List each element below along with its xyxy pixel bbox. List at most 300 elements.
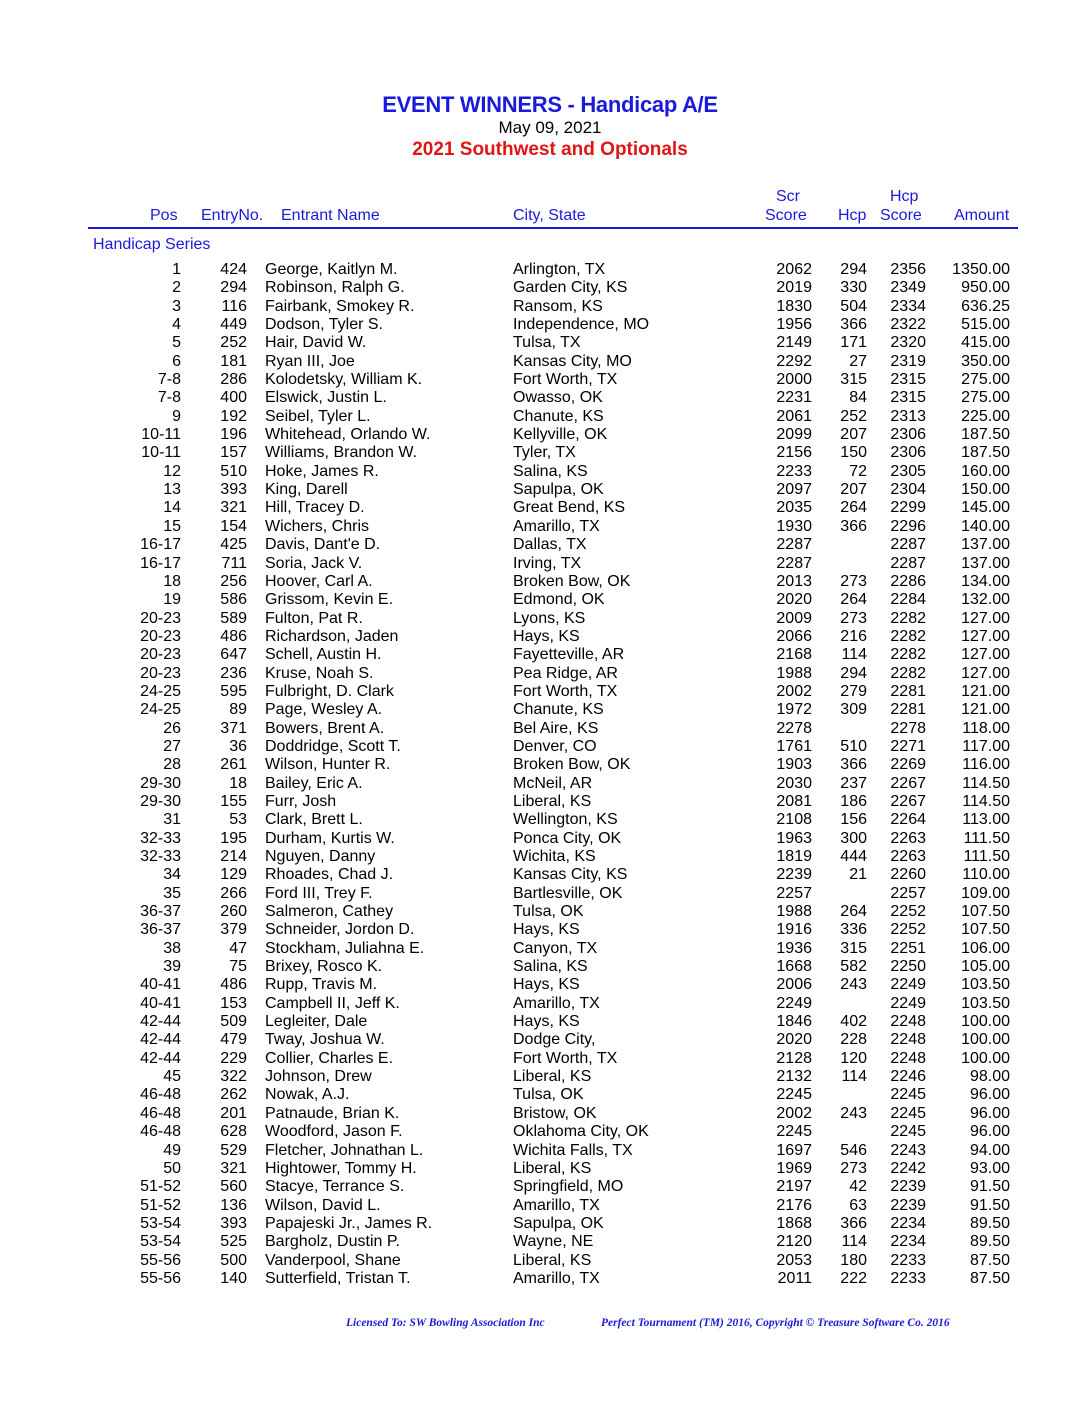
table-row bbox=[0, 1142, 1088, 1160]
entrant-name: Collier, Charles E. bbox=[265, 1049, 394, 1067]
entrant-name: Hill, Tracey D. bbox=[265, 499, 365, 517]
handicap: 366 bbox=[840, 316, 867, 334]
scratch-score: 2156 bbox=[776, 444, 812, 462]
entry-number: 18 bbox=[229, 774, 247, 792]
amount: 225.00 bbox=[961, 407, 1010, 425]
handicap: 27 bbox=[849, 352, 867, 370]
position: 18 bbox=[163, 572, 181, 590]
handicap: 114 bbox=[841, 1233, 867, 1251]
entry-number: 116 bbox=[221, 297, 247, 315]
table-row bbox=[0, 1252, 1088, 1270]
city-state: Liberal, KS bbox=[513, 1251, 592, 1269]
position: 36-37 bbox=[140, 921, 181, 939]
position: 40-41 bbox=[140, 994, 181, 1012]
position: 36-37 bbox=[140, 903, 181, 921]
city-state: Tulsa, OK bbox=[513, 903, 584, 921]
position: 27 bbox=[163, 737, 181, 755]
entry-number: 294 bbox=[220, 279, 247, 297]
handicap-score: 2248 bbox=[890, 1049, 926, 1067]
amount: 137.00 bbox=[961, 554, 1010, 572]
scratch-score: 1697 bbox=[776, 1141, 812, 1159]
col-scr-bottom: Score bbox=[765, 207, 807, 224]
table-row bbox=[0, 610, 1088, 628]
amount: 91.50 bbox=[969, 1196, 1010, 1214]
scratch-score: 2020 bbox=[776, 1031, 812, 1049]
amount: 127.00 bbox=[961, 664, 1010, 682]
scratch-score: 2176 bbox=[776, 1196, 812, 1214]
entrant-name: Soria, Jack V. bbox=[265, 554, 363, 572]
city-state: McNeil, AR bbox=[513, 774, 593, 792]
table-row bbox=[0, 1233, 1088, 1251]
table-row bbox=[0, 279, 1088, 297]
entrant-name: Wilson, Hunter R. bbox=[265, 756, 391, 774]
handicap-score: 2245 bbox=[890, 1086, 926, 1104]
handicap-score: 2286 bbox=[890, 572, 926, 590]
position: 46-48 bbox=[140, 1086, 181, 1104]
scratch-score: 2013 bbox=[776, 572, 812, 590]
entrant-name: Woodford, Jason F. bbox=[265, 1123, 403, 1141]
scratch-score: 2002 bbox=[776, 1104, 812, 1122]
entry-number: 589 bbox=[220, 609, 247, 627]
entry-number: 260 bbox=[220, 903, 247, 921]
amount: 110.00 bbox=[962, 866, 1010, 884]
table-row bbox=[0, 463, 1088, 481]
position: 15 bbox=[163, 517, 181, 535]
amount: 103.50 bbox=[961, 976, 1010, 994]
amount: 96.00 bbox=[969, 1123, 1010, 1141]
position: 20-23 bbox=[140, 646, 181, 664]
entrant-name: Schell, Austin H. bbox=[265, 646, 382, 664]
handicap: 243 bbox=[840, 976, 867, 994]
table-row bbox=[0, 958, 1088, 976]
handicap-score: 2319 bbox=[890, 352, 926, 370]
handicap: 273 bbox=[840, 1159, 867, 1177]
city-state: Chanute, KS bbox=[513, 407, 604, 425]
table-row bbox=[0, 793, 1088, 811]
license-text: Licensed To: SW Bowling Association Inc bbox=[346, 1317, 545, 1329]
city-state: Edmond, OK bbox=[513, 591, 605, 609]
amount: 140.00 bbox=[961, 517, 1010, 535]
city-state: Sapulpa, OK bbox=[513, 1214, 604, 1232]
table-row bbox=[0, 976, 1088, 994]
city-state: Salina, KS bbox=[513, 958, 588, 976]
copyright-text: Perfect Tournament (TM) 2016, Copyright © Treasure Software Co. 2016 bbox=[601, 1317, 950, 1329]
entrant-name: Ryan III, Joe bbox=[265, 352, 355, 370]
table-row bbox=[0, 1086, 1088, 1104]
entry-number: 525 bbox=[220, 1233, 247, 1251]
entry-number: 486 bbox=[220, 976, 247, 994]
handicap-score: 2260 bbox=[890, 866, 926, 884]
position: 55-56 bbox=[140, 1269, 181, 1287]
table-row bbox=[0, 316, 1088, 334]
table-row bbox=[0, 1270, 1088, 1288]
amount: 132.00 bbox=[961, 591, 1010, 609]
position: 20-23 bbox=[140, 664, 181, 682]
handicap-score: 2281 bbox=[890, 682, 926, 700]
amount: 113.00 bbox=[962, 811, 1010, 829]
handicap: 222 bbox=[840, 1269, 867, 1287]
amount: 100.00 bbox=[961, 1049, 1010, 1067]
entry-number: 479 bbox=[220, 1031, 247, 1049]
entrant-name: Fairbank, Smokey R. bbox=[265, 297, 415, 315]
position: 53-54 bbox=[140, 1214, 181, 1232]
position: 38 bbox=[163, 939, 181, 957]
handicap: 273 bbox=[840, 572, 867, 590]
handicap-score: 2248 bbox=[890, 1013, 926, 1031]
position: 34 bbox=[163, 866, 181, 884]
entrant-name: Kolodetsky, William K. bbox=[265, 371, 423, 389]
city-state: Canyon, TX bbox=[513, 939, 598, 957]
handicap: 582 bbox=[840, 958, 867, 976]
position: 16-17 bbox=[140, 536, 181, 554]
city-state: Hays, KS bbox=[513, 921, 580, 939]
handicap-score: 2239 bbox=[890, 1196, 926, 1214]
entry-number: 201 bbox=[220, 1104, 247, 1122]
city-state: Independence, MO bbox=[513, 316, 650, 334]
city-state: Wichita Falls, TX bbox=[513, 1141, 633, 1159]
position: 51-52 bbox=[140, 1196, 181, 1214]
table-row bbox=[0, 426, 1088, 444]
scratch-score: 2002 bbox=[776, 682, 812, 700]
entrant-name: Grissom, Kevin E. bbox=[265, 591, 394, 609]
handicap: 63 bbox=[849, 1196, 867, 1214]
amount: 636.25 bbox=[961, 297, 1010, 315]
city-state: Amarillo, TX bbox=[513, 994, 600, 1012]
city-state: Owasso, OK bbox=[513, 389, 603, 407]
handicap: 279 bbox=[840, 682, 867, 700]
position: 39 bbox=[163, 958, 181, 976]
amount: 116.00 bbox=[962, 756, 1010, 774]
report-header bbox=[0, 92, 1088, 162]
position: 42-44 bbox=[140, 1049, 181, 1067]
amount: 107.50 bbox=[961, 903, 1010, 921]
scratch-score: 2011 bbox=[777, 1269, 812, 1287]
position: 51-52 bbox=[140, 1178, 181, 1196]
amount: 89.50 bbox=[969, 1233, 1010, 1251]
table-row bbox=[0, 811, 1088, 829]
col-name: Entrant Name bbox=[281, 207, 380, 224]
scratch-score: 2239 bbox=[776, 866, 812, 884]
scratch-score: 1930 bbox=[776, 517, 812, 535]
entry-number: 136 bbox=[220, 1196, 247, 1214]
entry-number: 192 bbox=[220, 407, 247, 425]
handicap-score: 2305 bbox=[890, 462, 926, 480]
entry-number: 256 bbox=[220, 572, 247, 590]
entry-number: 154 bbox=[220, 517, 247, 535]
table-row bbox=[0, 646, 1088, 664]
table-row bbox=[0, 499, 1088, 517]
handicap-score: 2349 bbox=[890, 279, 926, 297]
table-row bbox=[0, 1031, 1088, 1049]
amount: 275.00 bbox=[961, 371, 1010, 389]
handicap-score: 2263 bbox=[890, 848, 926, 865]
entry-number: 129 bbox=[220, 866, 247, 884]
entry-number: 371 bbox=[220, 719, 247, 737]
handicap: 216 bbox=[840, 627, 867, 645]
city-state: Bel Aire, KS bbox=[513, 719, 599, 737]
city-state: Amarillo, TX bbox=[513, 1196, 600, 1214]
position: 42-44 bbox=[140, 1013, 181, 1031]
handicap-score: 2315 bbox=[890, 389, 926, 407]
col-hscr-top: Hcp bbox=[890, 188, 919, 205]
entry-number: 647 bbox=[220, 646, 247, 664]
position: 32-33 bbox=[140, 848, 181, 865]
position: 28 bbox=[163, 756, 181, 774]
handicap: 120 bbox=[840, 1049, 867, 1067]
entry-number: 510 bbox=[220, 462, 247, 480]
handicap-score: 2287 bbox=[890, 554, 926, 572]
entry-number: 155 bbox=[220, 792, 247, 810]
handicap: 546 bbox=[840, 1141, 867, 1159]
col-hscr-bottom: Score bbox=[880, 207, 922, 224]
city-state: Kellyville, OK bbox=[513, 426, 608, 444]
entry-number: 393 bbox=[220, 481, 247, 499]
handicap: 300 bbox=[840, 829, 867, 847]
handicap: 237 bbox=[840, 774, 867, 792]
entrant-name: Furr, Josh bbox=[265, 792, 337, 810]
city-state: Kansas City, KS bbox=[513, 866, 628, 884]
handicap-score: 2246 bbox=[890, 1068, 926, 1086]
amount: 98.00 bbox=[969, 1068, 1010, 1086]
table-row bbox=[0, 261, 1088, 279]
entrant-name: Schneider, Jordon D. bbox=[265, 921, 415, 939]
entry-number: 75 bbox=[229, 958, 247, 976]
entrant-name: Fulbright, D. Clark bbox=[265, 682, 394, 700]
entry-number: 322 bbox=[220, 1068, 247, 1086]
handicap: 150 bbox=[840, 444, 867, 462]
scratch-score: 1846 bbox=[776, 1013, 812, 1031]
city-state: Fort Worth, TX bbox=[513, 682, 618, 700]
entry-number: 236 bbox=[220, 664, 247, 682]
entrant-name: Kruse, Noah S. bbox=[265, 664, 374, 682]
position: 45 bbox=[163, 1068, 181, 1086]
city-state: Tulsa, TX bbox=[513, 334, 581, 352]
city-state: Dodge City, bbox=[513, 1031, 596, 1049]
scratch-score: 1668 bbox=[776, 958, 812, 976]
city-state: Broken Bow, OK bbox=[513, 572, 631, 590]
position: 19 bbox=[163, 591, 181, 609]
col-amount: Amount bbox=[954, 207, 1010, 224]
entrant-name: Durham, Kurtis W. bbox=[265, 829, 395, 847]
entry-number: 36 bbox=[229, 737, 247, 755]
entrant-name: Papajeski Jr., James R. bbox=[265, 1214, 433, 1232]
city-state: Tyler, TX bbox=[513, 444, 576, 462]
entry-number: 449 bbox=[220, 316, 247, 334]
handicap-score: 2296 bbox=[890, 517, 926, 535]
entrant-name: Rhoades, Chad J. bbox=[265, 866, 394, 884]
table-row bbox=[0, 903, 1088, 921]
entrant-name: Wichers, Chris bbox=[265, 517, 370, 535]
position: 24-25 bbox=[140, 682, 181, 700]
col-pos: Pos bbox=[150, 207, 178, 224]
handicap-score: 2306 bbox=[890, 444, 926, 462]
amount: 93.00 bbox=[969, 1159, 1010, 1177]
entry-number: 140 bbox=[220, 1269, 247, 1287]
scratch-score: 2108 bbox=[776, 811, 812, 829]
position: 35 bbox=[163, 884, 181, 902]
handicap-score: 2267 bbox=[890, 774, 926, 792]
city-state: Liberal, KS bbox=[513, 792, 592, 810]
city-state: Wayne, NE bbox=[513, 1233, 594, 1251]
handicap: 243 bbox=[840, 1104, 867, 1122]
handicap: 186 bbox=[840, 792, 867, 810]
entry-number: 486 bbox=[220, 627, 247, 645]
handicap: 114 bbox=[841, 646, 867, 664]
handicap: 273 bbox=[840, 609, 867, 627]
column-headers bbox=[0, 186, 1088, 228]
city-state: Kansas City, MO bbox=[513, 352, 632, 370]
scratch-score: 1988 bbox=[776, 903, 812, 921]
city-state: Hays, KS bbox=[513, 976, 580, 994]
handicap-score: 2281 bbox=[890, 701, 926, 719]
amount: 134.00 bbox=[961, 572, 1010, 590]
amount: 111.50 bbox=[963, 848, 1010, 865]
scratch-score: 1956 bbox=[776, 316, 812, 334]
entrant-name: Vanderpool, Shane bbox=[265, 1251, 401, 1269]
city-state: Amarillo, TX bbox=[513, 1269, 600, 1287]
amount: 94.00 bbox=[969, 1141, 1010, 1159]
city-state: Irving, TX bbox=[513, 554, 582, 572]
city-state: Hays, KS bbox=[513, 627, 580, 645]
handicap: 366 bbox=[840, 756, 867, 774]
amount: 100.00 bbox=[961, 1031, 1010, 1049]
handicap-score: 2245 bbox=[890, 1123, 926, 1141]
entry-number: 229 bbox=[220, 1049, 247, 1067]
position: 32-33 bbox=[140, 829, 181, 847]
table-row bbox=[0, 628, 1088, 646]
entry-number: 196 bbox=[220, 426, 247, 444]
amount: 91.50 bbox=[969, 1178, 1010, 1196]
table-row bbox=[0, 298, 1088, 316]
entry-number: 214 bbox=[220, 848, 247, 865]
entrant-name: Dodson, Tyler S. bbox=[265, 316, 383, 334]
position: 7-8 bbox=[157, 371, 181, 389]
scratch-score: 2099 bbox=[776, 426, 812, 444]
entry-number: 252 bbox=[220, 334, 247, 352]
position: 3 bbox=[172, 297, 181, 315]
report-date: May 09, 2021 bbox=[498, 118, 602, 137]
scratch-score: 2278 bbox=[776, 719, 812, 737]
handicap-score: 2287 bbox=[890, 536, 926, 554]
handicap-score: 2306 bbox=[890, 426, 926, 444]
handicap-score: 2282 bbox=[890, 627, 926, 645]
position: 49 bbox=[163, 1141, 181, 1159]
city-state: Ransom, KS bbox=[513, 297, 603, 315]
entrant-name: Clark, Brett L. bbox=[265, 811, 363, 829]
handicap-score: 2251 bbox=[890, 939, 926, 957]
handicap-score: 2299 bbox=[890, 499, 926, 517]
table-row bbox=[0, 518, 1088, 536]
scratch-score: 2168 bbox=[776, 646, 812, 664]
handicap: 330 bbox=[840, 279, 867, 297]
handicap-score: 2320 bbox=[890, 334, 926, 352]
handicap-score: 2334 bbox=[890, 297, 926, 315]
handicap: 366 bbox=[840, 517, 867, 535]
entrant-name: Bailey, Eric A. bbox=[265, 774, 363, 792]
scratch-score: 2120 bbox=[776, 1233, 812, 1251]
handicap: 264 bbox=[840, 591, 867, 609]
amount: 96.00 bbox=[969, 1104, 1010, 1122]
scratch-score: 2149 bbox=[776, 334, 812, 352]
scratch-score: 2061 bbox=[776, 407, 812, 425]
position: 6 bbox=[172, 352, 181, 370]
entrant-name: Hoover, Carl A. bbox=[265, 572, 373, 590]
entry-number: 560 bbox=[220, 1178, 247, 1196]
entry-number: 195 bbox=[220, 829, 247, 847]
scratch-score: 2233 bbox=[776, 462, 812, 480]
scratch-score: 2035 bbox=[776, 499, 812, 517]
entrant-name: Seibel, Tyler L. bbox=[265, 407, 371, 425]
handicap-score: 2234 bbox=[890, 1233, 926, 1251]
city-state: Wichita, KS bbox=[513, 848, 596, 865]
handicap-score: 2245 bbox=[890, 1104, 926, 1122]
entrant-name: Nguyen, Danny bbox=[265, 848, 376, 865]
city-state: Oklahoma City, OK bbox=[513, 1123, 649, 1141]
position: 29-30 bbox=[140, 774, 181, 792]
position: 7-8 bbox=[157, 389, 181, 407]
handicap-score: 2233 bbox=[890, 1269, 926, 1287]
section-title: Handicap Series bbox=[93, 236, 211, 253]
scratch-score: 2245 bbox=[776, 1123, 812, 1141]
handicap-score: 2252 bbox=[890, 921, 926, 939]
handicap: 180 bbox=[840, 1251, 867, 1269]
entry-number: 500 bbox=[220, 1251, 247, 1269]
amount: 106.00 bbox=[961, 939, 1010, 957]
position: 40-41 bbox=[140, 976, 181, 994]
entrant-name: Ford III, Trey F. bbox=[265, 884, 373, 902]
handicap: 366 bbox=[840, 1214, 867, 1232]
position: 31 bbox=[163, 811, 181, 829]
amount: 89.50 bbox=[969, 1214, 1010, 1232]
tournament-name: 2021 Southwest and Optionals bbox=[412, 139, 688, 160]
handicap: 336 bbox=[840, 921, 867, 939]
table-row bbox=[0, 848, 1088, 866]
entry-number: 393 bbox=[220, 1214, 247, 1232]
entry-number: 266 bbox=[220, 884, 247, 902]
position: 20-23 bbox=[140, 627, 181, 645]
entry-number: 47 bbox=[229, 939, 247, 957]
position: 13 bbox=[163, 481, 181, 499]
city-state: Salina, KS bbox=[513, 462, 588, 480]
scratch-score: 2097 bbox=[776, 481, 812, 499]
amount: 96.00 bbox=[969, 1086, 1010, 1104]
entry-number: 509 bbox=[220, 1013, 247, 1031]
table-row bbox=[0, 444, 1088, 462]
city-state: Garden City, KS bbox=[513, 279, 628, 297]
handicap: 510 bbox=[840, 737, 867, 755]
handicap-score: 2243 bbox=[890, 1141, 926, 1159]
table-row bbox=[0, 775, 1088, 793]
handicap-score: 2248 bbox=[890, 1031, 926, 1049]
entry-number: 53 bbox=[229, 811, 247, 829]
handicap: 114 bbox=[841, 1068, 867, 1086]
city-state: Hays, KS bbox=[513, 1013, 580, 1031]
table-row bbox=[0, 1215, 1088, 1233]
city-state: Fort Worth, TX bbox=[513, 1049, 618, 1067]
entrant-name: Stockham, Juliahna E. bbox=[265, 939, 425, 957]
handicap: 207 bbox=[840, 481, 867, 499]
entrant-name: King, Darell bbox=[265, 481, 348, 499]
handicap: 264 bbox=[840, 903, 867, 921]
handicap-score: 2233 bbox=[890, 1251, 926, 1269]
scratch-score: 2020 bbox=[776, 591, 812, 609]
entrant-name: Salmeron, Cathey bbox=[265, 903, 394, 921]
entrant-name: Whitehead, Orlando W. bbox=[265, 426, 431, 444]
scratch-score: 2257 bbox=[776, 884, 812, 902]
entry-number: 529 bbox=[220, 1141, 247, 1159]
col-hcp: Hcp bbox=[838, 207, 867, 224]
table-row bbox=[0, 536, 1088, 554]
